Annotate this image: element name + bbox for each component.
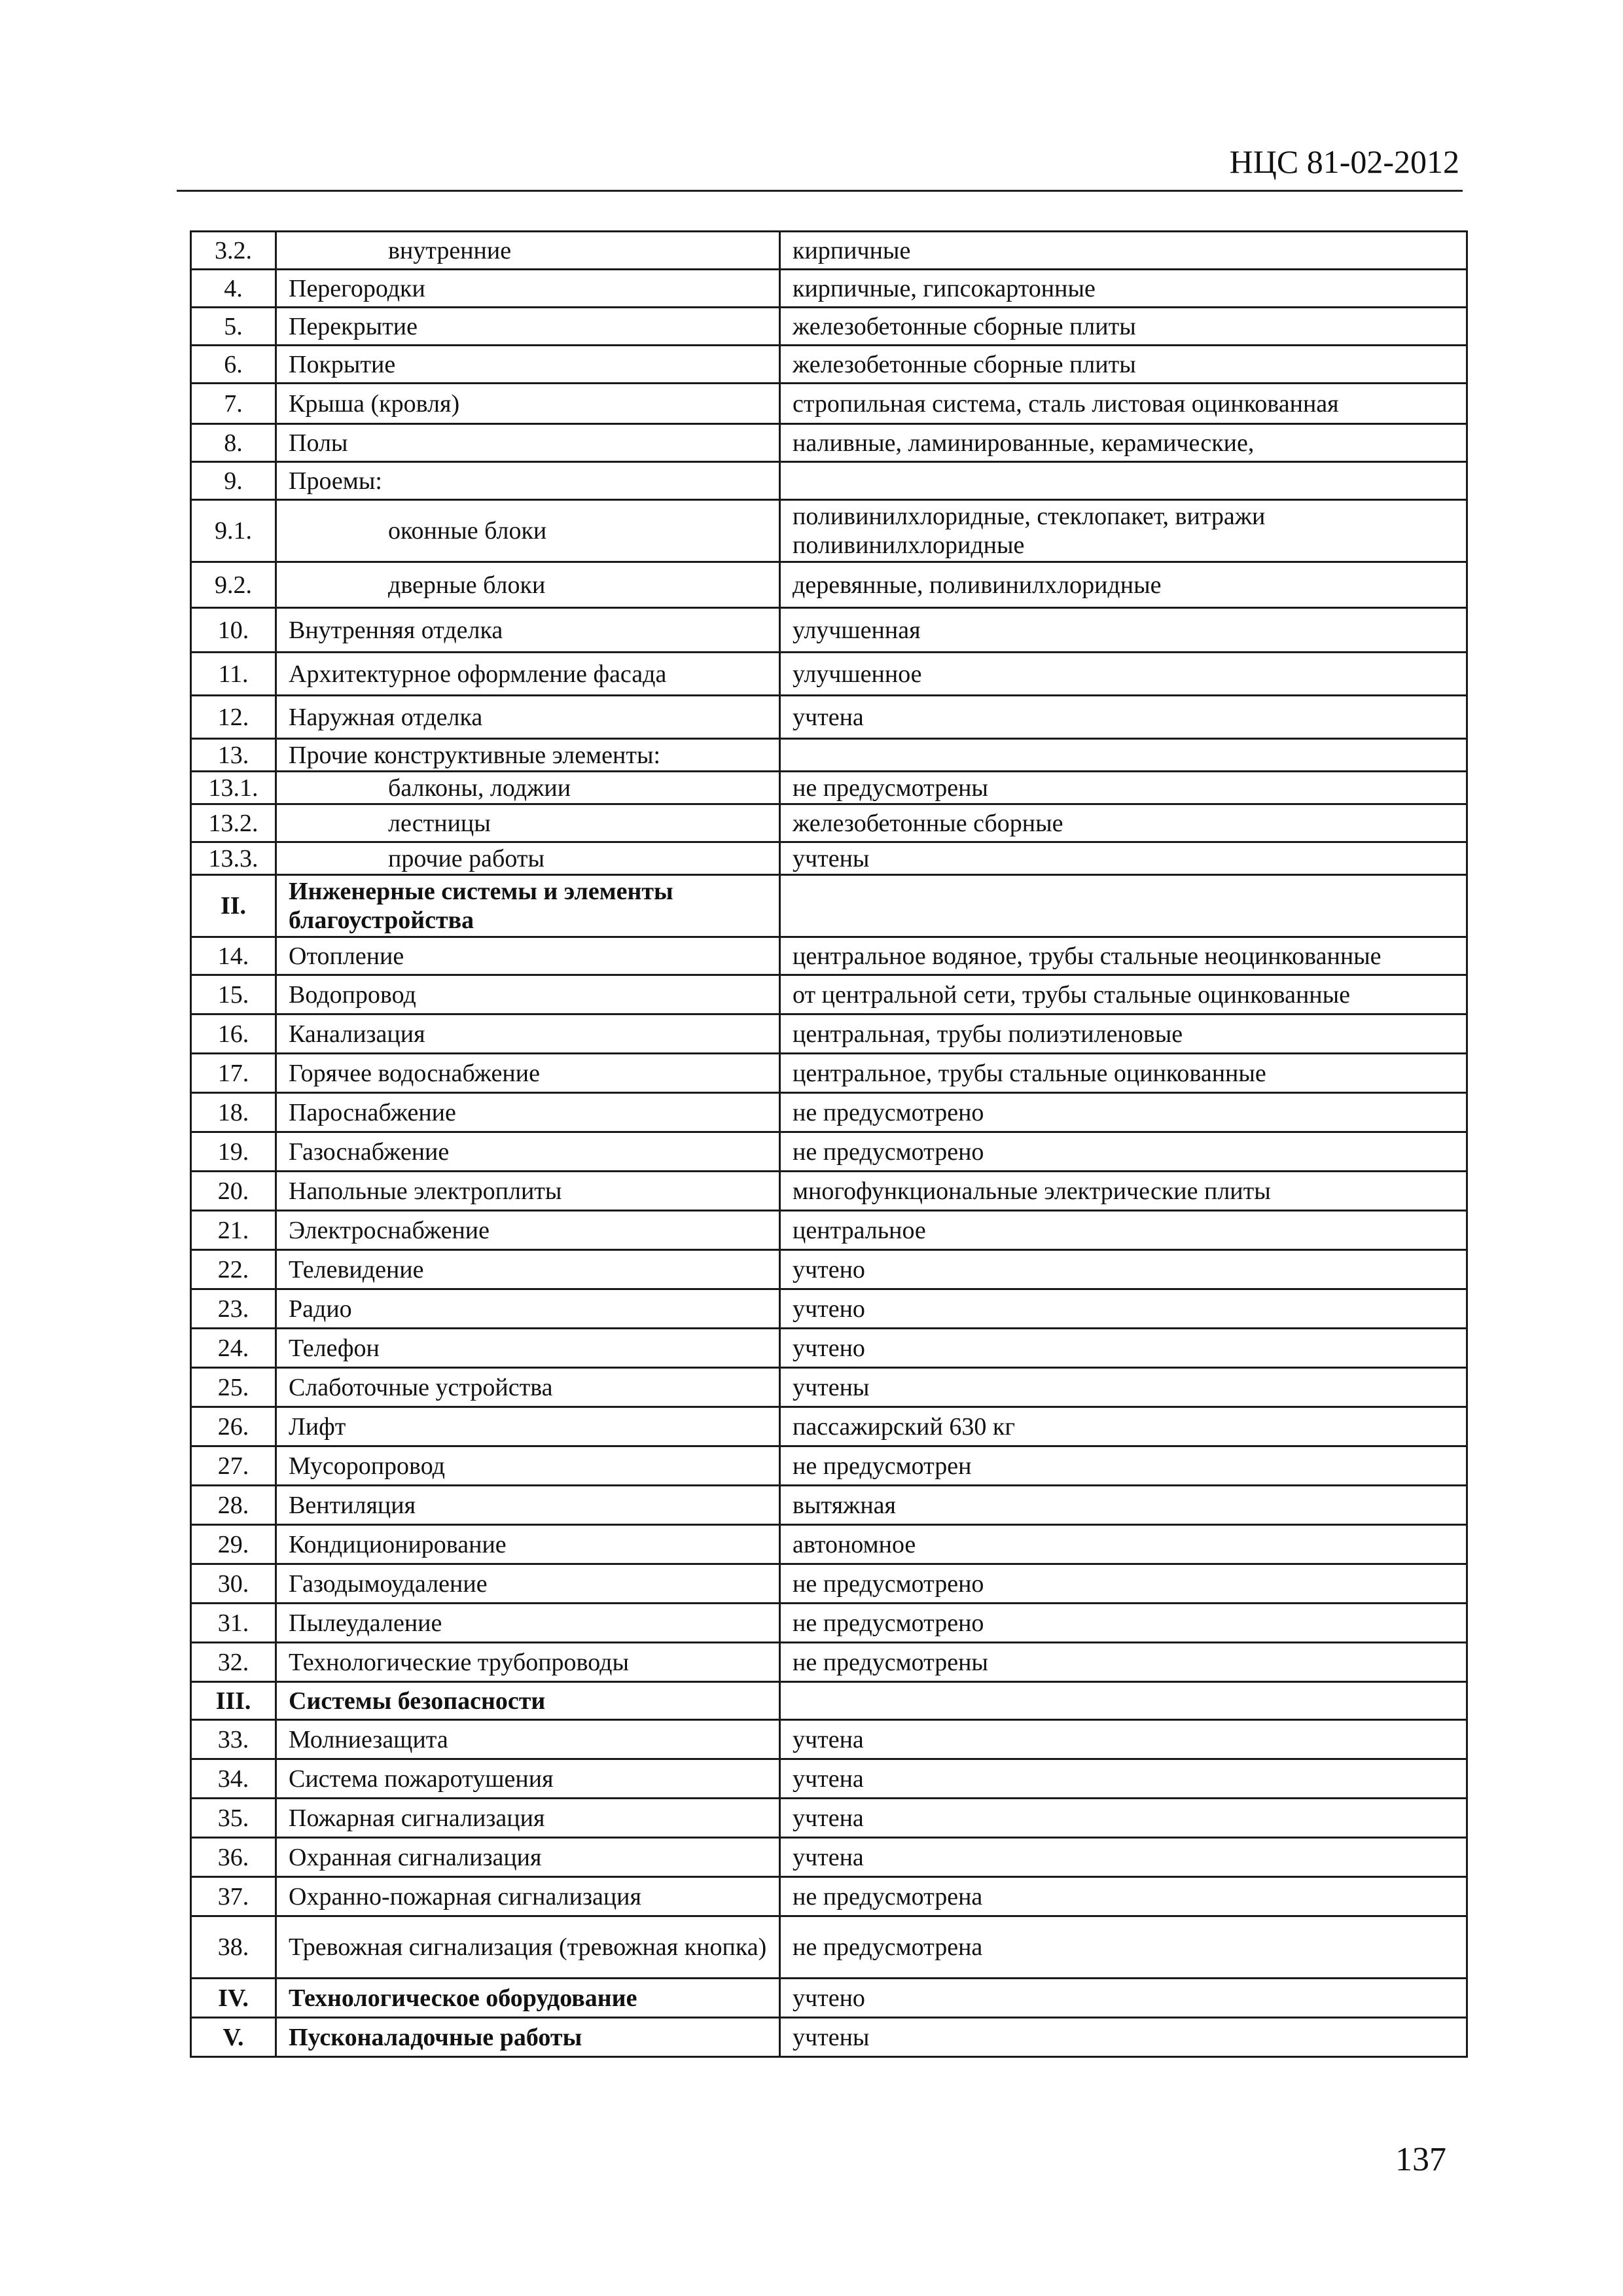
section-row <box>191 1682 1467 1720</box>
element-name: Технологическое оборудование <box>276 1979 780 2018</box>
element-value: поливинилхлоридные, стеклопакет, витражи поливинилхлоридные <box>780 500 1467 562</box>
row-number: 13. <box>191 739 276 772</box>
row-number: 6. <box>191 346 276 384</box>
element-value: учтено <box>780 1329 1467 1368</box>
row-number: 12. <box>191 696 276 739</box>
row-number: 11. <box>191 653 276 696</box>
element-name: Системы безопасности <box>276 1682 780 1720</box>
table-row <box>191 1759 1467 1799</box>
element-value: кирпичные, гипсокартонные <box>780 270 1467 308</box>
element-value: учтена <box>780 1720 1467 1759</box>
element-name: Система пожаротушения <box>276 1759 780 1799</box>
row-number: 7. <box>191 384 276 424</box>
element-value: от центральной сети, трубы стальные оцинкованные <box>780 975 1467 1014</box>
row-number: 9. <box>191 462 276 500</box>
table-row <box>191 384 1467 424</box>
element-name: Радио <box>276 1289 780 1329</box>
table-row <box>191 842 1467 875</box>
element-name: Технологические трубопроводы <box>276 1643 780 1682</box>
row-number: II. <box>191 875 276 937</box>
element-value: не предусмотрено <box>780 1132 1467 1172</box>
table-row <box>191 232 1467 270</box>
table-row <box>191 1211 1467 1250</box>
element-value: не предусмотрены <box>780 772 1467 804</box>
element-value: учтено <box>780 1250 1467 1289</box>
table-row <box>191 1407 1467 1446</box>
element-value: не предусмотрено <box>780 1093 1467 1132</box>
element-value: наливные, ламинированные, керамические, <box>780 424 1467 462</box>
row-number: 17. <box>191 1054 276 1093</box>
element-name: Прочие конструктивные элементы: <box>276 739 780 772</box>
row-number: 29. <box>191 1525 276 1564</box>
page-number: 137 <box>1395 2141 1446 2178</box>
element-value: улучшенная <box>780 608 1467 653</box>
section-row <box>191 1979 1467 2018</box>
element-name: Электроснабжение <box>276 1211 780 1250</box>
element-value <box>780 739 1467 772</box>
element-value: учтены <box>780 842 1467 875</box>
table-row <box>191 975 1467 1014</box>
element-name: Водопровод <box>276 975 780 1014</box>
table-row <box>191 1289 1467 1329</box>
table-row <box>191 1329 1467 1368</box>
row-number: 3.2. <box>191 232 276 270</box>
row-number: 32. <box>191 1643 276 1682</box>
table-row <box>191 1799 1467 1838</box>
element-value: железобетонные сборные <box>780 804 1467 842</box>
element-value: не предусмотрен <box>780 1446 1467 1486</box>
element-name: Кондиционирование <box>276 1525 780 1564</box>
element-value: учтено <box>780 1289 1467 1329</box>
element-value: учтены <box>780 1368 1467 1407</box>
element-value <box>780 875 1467 937</box>
table-row <box>191 1564 1467 1604</box>
element-name: Тревожная сигнализация (тревожная кнопка) <box>276 1916 780 1979</box>
table-row <box>191 1054 1467 1093</box>
row-number: 33. <box>191 1720 276 1759</box>
element-value: вытяжная <box>780 1486 1467 1525</box>
element-name: Канализация <box>276 1014 780 1054</box>
table-row <box>191 270 1467 308</box>
element-name: Крыша (кровля) <box>276 384 780 424</box>
element-name: оконные блоки <box>276 500 780 562</box>
row-number: 35. <box>191 1799 276 1838</box>
row-number: 21. <box>191 1211 276 1250</box>
row-number: V. <box>191 2018 276 2057</box>
element-name: Архитектурное оформление фасада <box>276 653 780 696</box>
row-number: 18. <box>191 1093 276 1132</box>
row-number: 25. <box>191 1368 276 1407</box>
table-row <box>191 1604 1467 1643</box>
element-value: железобетонные сборные плиты <box>780 346 1467 384</box>
element-value: пассажирский 630 кг <box>780 1407 1467 1446</box>
table-row <box>191 1132 1467 1172</box>
table-row <box>191 1250 1467 1289</box>
table-row <box>191 1486 1467 1525</box>
element-name: Молниезащита <box>276 1720 780 1759</box>
element-name: Проемы: <box>276 462 780 500</box>
table-row <box>191 308 1467 346</box>
element-name: Мусоропровод <box>276 1446 780 1486</box>
element-name: Перекрытие <box>276 308 780 346</box>
element-value: не предусмотрены <box>780 1643 1467 1682</box>
row-number: 13.1. <box>191 772 276 804</box>
row-number: 20. <box>191 1172 276 1211</box>
element-name: Наружная отделка <box>276 696 780 739</box>
element-value: железобетонные сборные плиты <box>780 308 1467 346</box>
table-row <box>191 1916 1467 1979</box>
section-row <box>191 2018 1467 2057</box>
element-value: центральное водяное, трубы стальные неоцинкованные <box>780 937 1467 975</box>
element-name: Пожарная сигнализация <box>276 1799 780 1838</box>
element-name: лестницы <box>276 804 780 842</box>
row-number: 38. <box>191 1916 276 1979</box>
element-name: Охранно-пожарная сигнализация <box>276 1877 780 1916</box>
row-number: 9.1. <box>191 500 276 562</box>
element-name: Инженерные системы и элементы благоустройства <box>276 875 780 937</box>
row-number: 24. <box>191 1329 276 1368</box>
element-value: не предусмотрено <box>780 1604 1467 1643</box>
row-number: 28. <box>191 1486 276 1525</box>
table-row <box>191 1172 1467 1211</box>
table-row <box>191 424 1467 462</box>
element-name: Напольные электроплиты <box>276 1172 780 1211</box>
element-value: автономное <box>780 1525 1467 1564</box>
table-row <box>191 562 1467 608</box>
element-name: Слаботочные устройства <box>276 1368 780 1407</box>
table-row <box>191 1368 1467 1407</box>
row-number: 31. <box>191 1604 276 1643</box>
element-name: Газодымоудаление <box>276 1564 780 1604</box>
table-row <box>191 1446 1467 1486</box>
element-value: не предусмотрено <box>780 1564 1467 1604</box>
table-row <box>191 696 1467 739</box>
row-number: 13.3. <box>191 842 276 875</box>
element-name: Пароснабжение <box>276 1093 780 1132</box>
element-name: Перегородки <box>276 270 780 308</box>
section-row <box>191 875 1467 937</box>
element-value: учтена <box>780 1799 1467 1838</box>
element-name: Охранная сигнализация <box>276 1838 780 1877</box>
table-row <box>191 608 1467 653</box>
table-row <box>191 1525 1467 1564</box>
row-number: 26. <box>191 1407 276 1446</box>
element-name: дверные блоки <box>276 562 780 608</box>
element-name: Вентиляция <box>276 1486 780 1525</box>
row-number: 13.2. <box>191 804 276 842</box>
table-row <box>191 1877 1467 1916</box>
table-row <box>191 1014 1467 1054</box>
element-value: улучшенное <box>780 653 1467 696</box>
row-number: 5. <box>191 308 276 346</box>
row-number: III. <box>191 1682 276 1720</box>
header-rule <box>177 190 1463 192</box>
row-number: 22. <box>191 1250 276 1289</box>
element-name: Телефон <box>276 1329 780 1368</box>
specification-table-body <box>191 232 1467 2057</box>
table-row <box>191 937 1467 975</box>
element-name: Лифт <box>276 1407 780 1446</box>
element-name: Горячее водоснабжение <box>276 1054 780 1093</box>
document-code: НЦС 81-02-2012 <box>1229 143 1459 180</box>
element-value: не предусмотрена <box>780 1916 1467 1979</box>
element-name: Покрытие <box>276 346 780 384</box>
row-number: 19. <box>191 1132 276 1172</box>
row-number: IV. <box>191 1979 276 2018</box>
table-row <box>191 739 1467 772</box>
element-value: учтено <box>780 1979 1467 2018</box>
table-row <box>191 1643 1467 1682</box>
row-number: 10. <box>191 608 276 653</box>
element-name: прочие работы <box>276 842 780 875</box>
element-value: центральное, трубы стальные оцинкованные <box>780 1054 1467 1093</box>
specification-table <box>190 230 1468 2058</box>
row-number: 8. <box>191 424 276 462</box>
row-number: 16. <box>191 1014 276 1054</box>
element-value: учтена <box>780 696 1467 739</box>
element-name: Пылеудаление <box>276 1604 780 1643</box>
row-number: 27. <box>191 1446 276 1486</box>
row-number: 37. <box>191 1877 276 1916</box>
row-number: 14. <box>191 937 276 975</box>
element-value <box>780 462 1467 500</box>
element-value: учтена <box>780 1838 1467 1877</box>
element-value: центральная, трубы полиэтиленовые <box>780 1014 1467 1054</box>
element-name: внутренние <box>276 232 780 270</box>
element-value: стропильная система, сталь листовая оцинкованная <box>780 384 1467 424</box>
element-value <box>780 1682 1467 1720</box>
table-row <box>191 772 1467 804</box>
table-row <box>191 346 1467 384</box>
row-number: 15. <box>191 975 276 1014</box>
element-name: Телевидение <box>276 1250 780 1289</box>
element-value: учтены <box>780 2018 1467 2057</box>
element-value: не предусмотрена <box>780 1877 1467 1916</box>
table-row <box>191 500 1467 562</box>
row-number: 9.2. <box>191 562 276 608</box>
row-number: 36. <box>191 1838 276 1877</box>
table-row <box>191 1838 1467 1877</box>
element-name: Полы <box>276 424 780 462</box>
element-name: Пусконаладочные работы <box>276 2018 780 2057</box>
table-row <box>191 653 1467 696</box>
element-value: многофункциональные электрические плиты <box>780 1172 1467 1211</box>
element-value: учтена <box>780 1759 1467 1799</box>
element-value: кирпичные <box>780 232 1467 270</box>
table-row <box>191 462 1467 500</box>
table-row <box>191 1720 1467 1759</box>
element-name: Внутренняя отделка <box>276 608 780 653</box>
table-row <box>191 1093 1467 1132</box>
row-number: 34. <box>191 1759 276 1799</box>
element-name: Отопление <box>276 937 780 975</box>
element-value: деревянные, поливинилхлоридные <box>780 562 1467 608</box>
table-row <box>191 804 1467 842</box>
row-number: 4. <box>191 270 276 308</box>
row-number: 30. <box>191 1564 276 1604</box>
element-name: балконы, лоджии <box>276 772 780 804</box>
element-value: центральное <box>780 1211 1467 1250</box>
element-name: Газоснабжение <box>276 1132 780 1172</box>
row-number: 23. <box>191 1289 276 1329</box>
